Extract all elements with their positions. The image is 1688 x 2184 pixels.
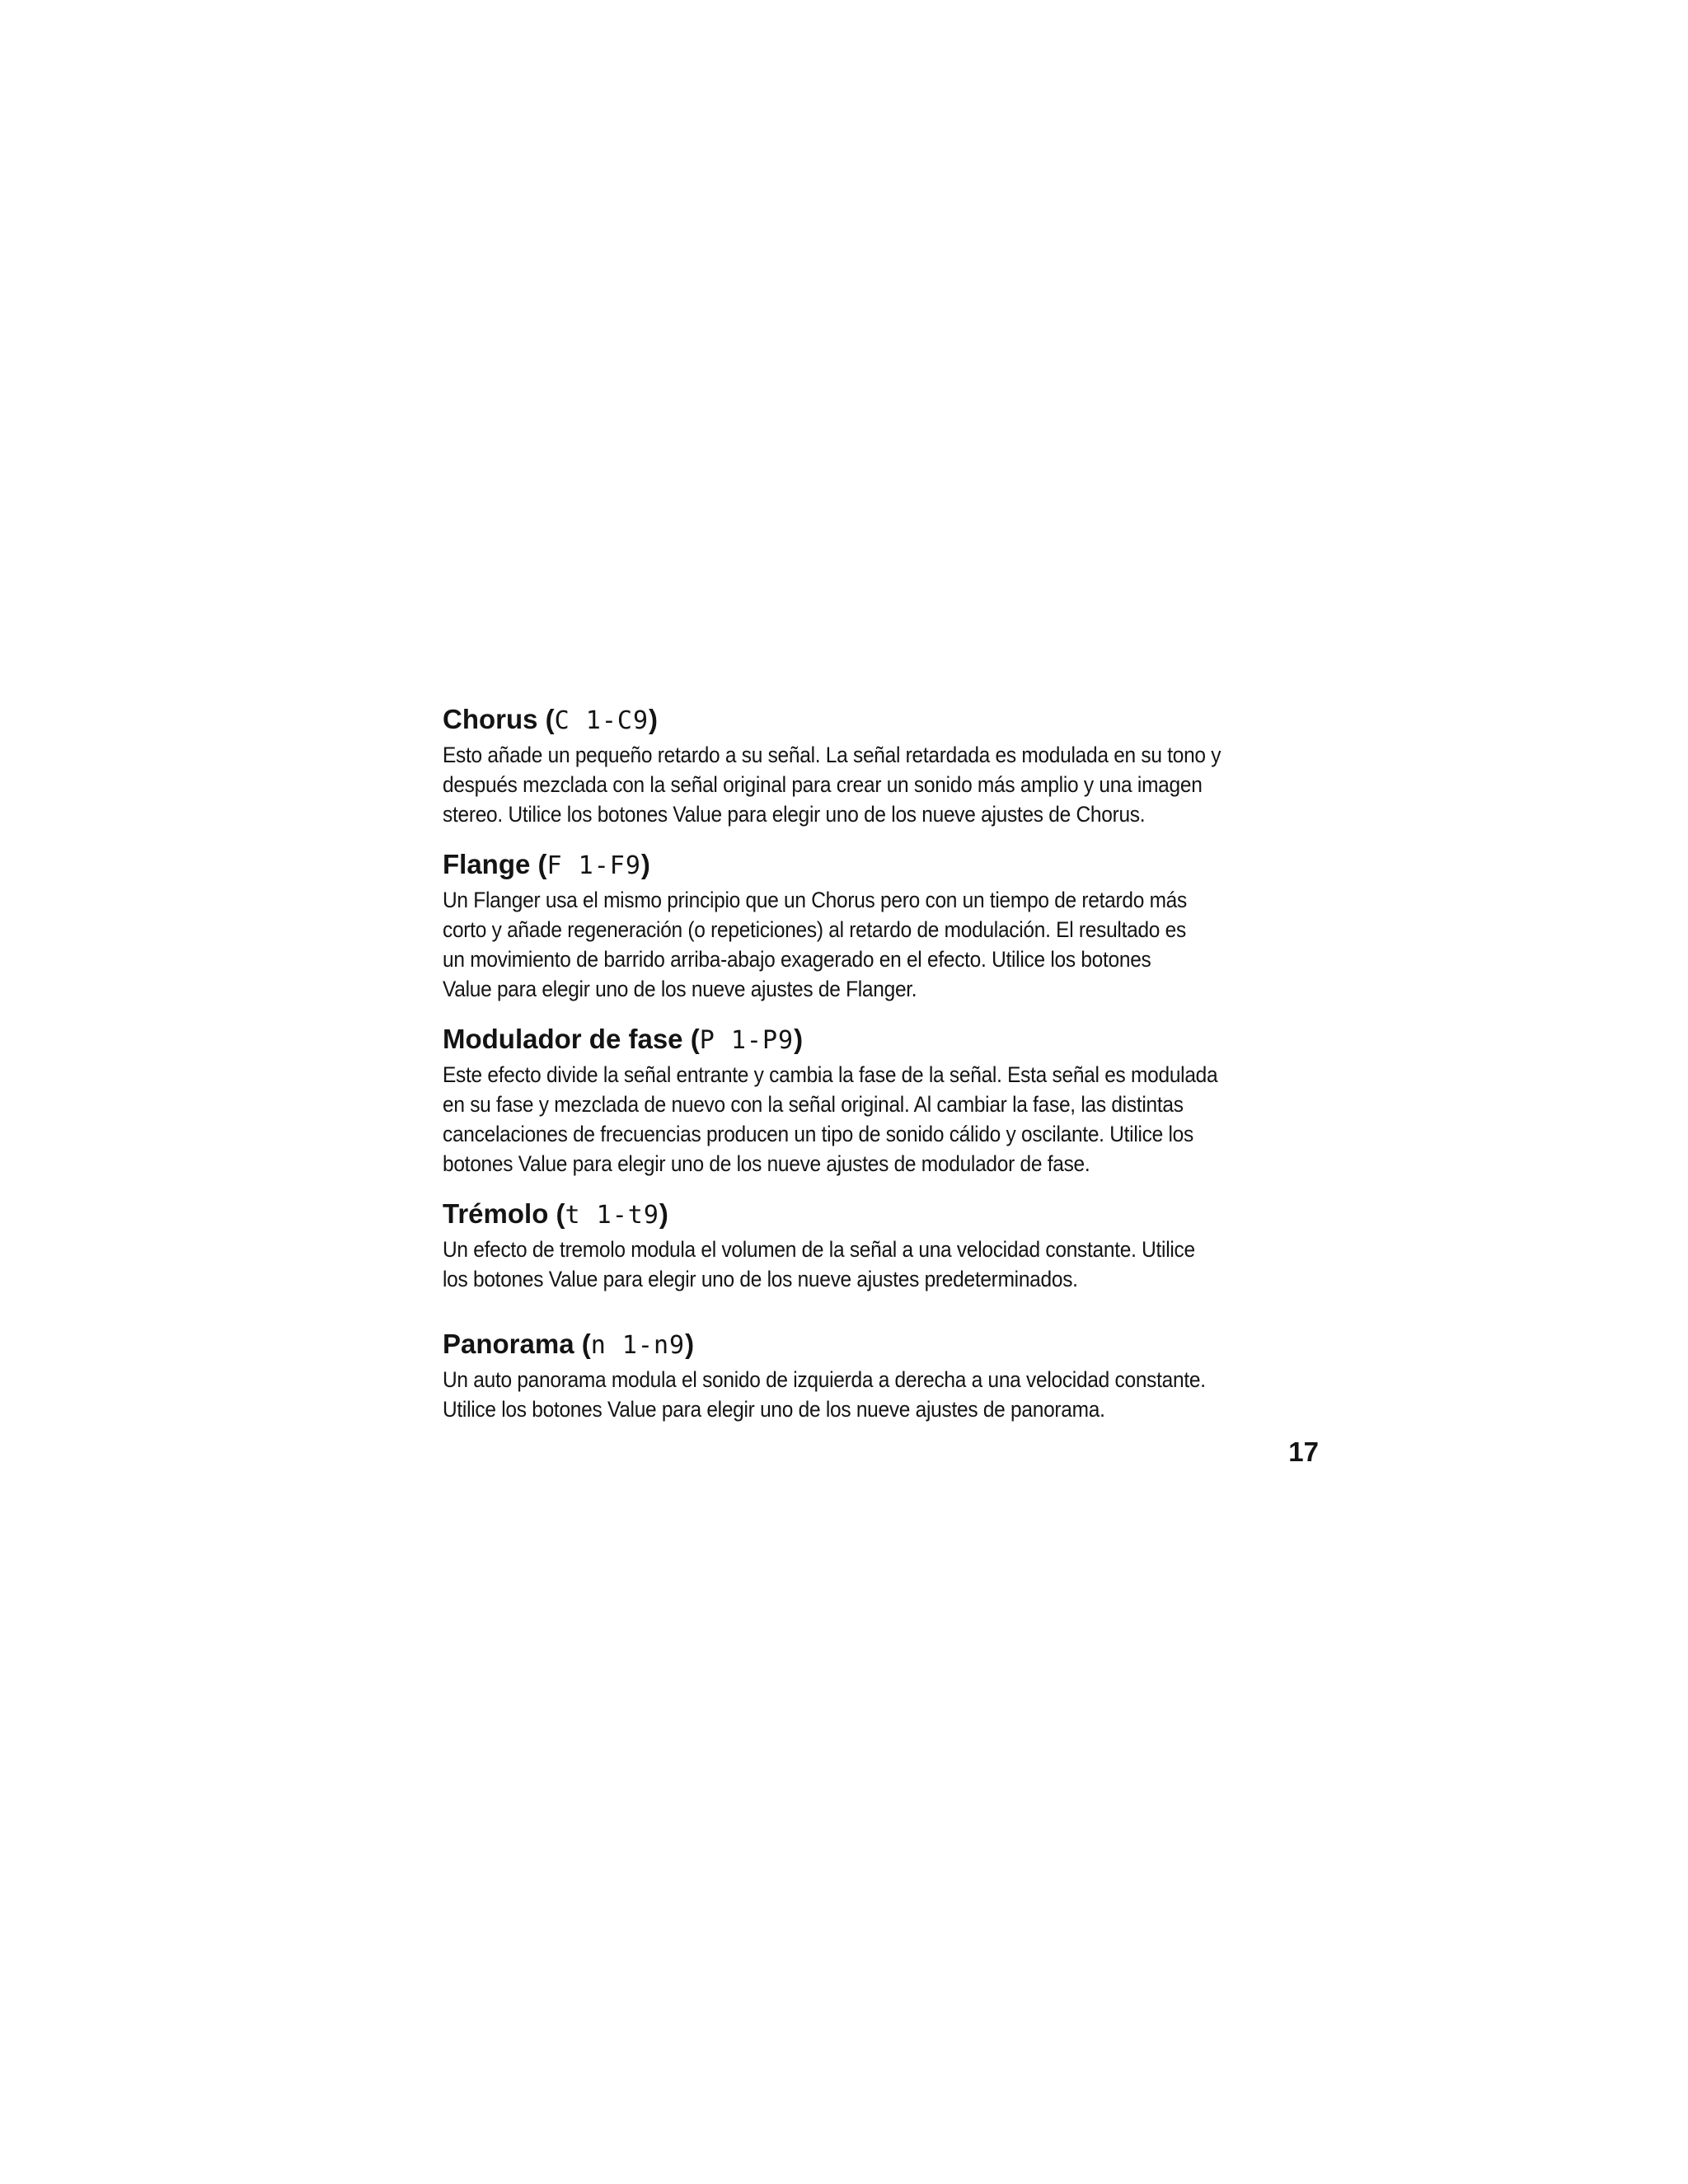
section-panorama [443, 1325, 1325, 1424]
section-title: Flange [443, 849, 531, 879]
display-code: P 1-P9 [699, 1026, 795, 1055]
section-flange [443, 846, 1325, 1004]
section-modulador-de-fase [443, 1020, 1325, 1179]
section-body [443, 1365, 1322, 1424]
section-chorus [443, 701, 1325, 829]
text-line: stereo. Utilice los botones Value para elegir uno de los nueve ajustes de Chorus. [443, 801, 1146, 827]
section-body [443, 1235, 1322, 1294]
section-heading: Chorus (C 1-C9) [443, 704, 659, 735]
section-heading: Modulador de fase (P 1-P9) [443, 1024, 804, 1055]
text-line: Un efecto de tremolo modula el volumen de la señal a una velocidad constante. Utilice [443, 1236, 1195, 1262]
display-code: n 1-n9 [590, 1331, 686, 1360]
display-code: t 1-t9 [565, 1201, 659, 1230]
section-title: Chorus [443, 704, 538, 734]
text-line: los botones Value para elegir uno de los nueve ajustes predeterminados. [443, 1266, 1078, 1291]
text-line: Un Flanger usa el mismo principio que un Chorus pero con un tiempo de retardo más [443, 887, 1187, 912]
display-code: C 1-C9 [554, 706, 649, 735]
text-line: en su fase y mezclada de nuevo con la señal original. Al cambiar la fase, las distintas [443, 1091, 1184, 1117]
text-line: Un auto panorama modula el sonido de izquierda a derecha a una velocidad constante. [443, 1366, 1206, 1392]
section-title: Trémolo [443, 1198, 549, 1229]
section-body [443, 740, 1322, 829]
section-title: Panorama [443, 1329, 574, 1359]
section-title: Modulador de fase [443, 1024, 683, 1054]
text-line: Esto añade un pequeño retardo a su señal. La señal retardada es modulada en su tono y [443, 742, 1221, 767]
text-line: corto y añade regeneración (o repeticiones) al retardo de modulación. El resultado es [443, 916, 1186, 942]
text-line: botones Value para elegir uno de los nueve ajustes de modulador de fase. [443, 1151, 1090, 1176]
display-code: F 1-F9 [546, 851, 641, 880]
section-body [443, 885, 1322, 1004]
text-line: Este efecto divide la señal entrante y cambia la fase de la señal. Esta señal es modulada [443, 1062, 1218, 1087]
section-body [443, 1060, 1322, 1179]
page-number: 17 [1288, 1436, 1319, 1467]
text-line: Value para elegir uno de los nueve ajustes de Flanger. [443, 976, 917, 1001]
text-line: un movimiento de barrido arriba-abajo exagerado en el efecto. Utilice los botones [443, 946, 1151, 972]
section-heading: Trémolo (t 1-t9) [443, 1198, 668, 1230]
section-heading: Flange (F 1-F9) [443, 849, 650, 880]
text-line: Utilice los botones Value para elegir uno de los nueve ajustes de panorama. [443, 1396, 1105, 1422]
section-tremolo [443, 1195, 1325, 1294]
manual-content [443, 701, 1325, 1424]
text-line: después mezclada con la señal original para crear un sonido más amplio y una imagen [443, 771, 1203, 797]
section-heading: Panorama (n 1-n9) [443, 1329, 695, 1360]
text-line: cancelaciones de frecuencias producen un tipo de sonido cálido y oscilante. Utilice los [443, 1121, 1193, 1146]
